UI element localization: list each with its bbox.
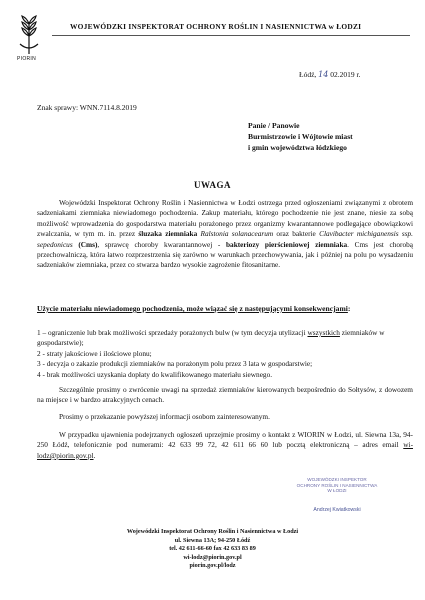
footer — [0, 528, 425, 571]
list-item — [37, 328, 413, 349]
consequences-list — [37, 328, 413, 380]
list-item-text-rest: ziemniaków w gospodarstwie); — [37, 328, 385, 348]
consequences-heading-colon: : — [347, 304, 351, 313]
list-item-underlined: wszystkich — [307, 328, 340, 337]
document-title: UWAGA — [193, 180, 231, 190]
p1-text-c: , sprawcę choroby kwarantannowej - — [97, 239, 226, 249]
paragraph-warning — [37, 198, 413, 271]
p1-text-b: oraz bakterie — [273, 229, 320, 239]
p1-text-a: Wojewódzki Inspektorat Ochrony Roślin i Nasiennictwa w Łodzi ostrzega przed ogłoszeniami związanymi z obrotem sadzeniakami ziemniaka niewiadomego pochodzenia. Zakup materiału, którego pochodzenie nie jest znane, niesie za sobą możliwość wprowadzenia do gospodarstwa materiału porażonego przez organizmy kwarantannowe podlegające obowiązkowi zwalczania, w tym m. in. przez — [37, 198, 413, 239]
footer-website[interactable]: piorin.gov.pl/lodz — [189, 562, 236, 570]
logo-text: PIORIN — [17, 56, 37, 62]
addressee-line-2: Burmistrzowie i Wójtowie miast — [248, 132, 353, 141]
stamp-line-2: OCHRONY ROŚLIN I NASIENNICTWA — [296, 482, 378, 488]
place: Łódź, — [299, 70, 317, 79]
list-item-text: 1 – ograniczenie lub brak możliwości sprzedaży porażonych bulw (w tym decyzja utylizacji — [37, 328, 308, 337]
footer-email[interactable]: wi-lodz@piorin.gov.pl — [183, 553, 242, 561]
contact-text: W przypadku ujawnienia podejrzanych ogłoszeń uprzejmie prosimy o kontakt z WIORIN w Łodzi, ul. Siewna 13a, 94-250 Łódź, telefonicznie pod numerami: 42 633 99 72, 42 611 66 60 lub pocztą elektroniczną – adres email — [37, 430, 413, 450]
list-item: 4 - brak możliwości uzyskania dopłaty do kwalifikowanego materiału siewnego. — [37, 369, 273, 379]
footer-line-2: ul. Siewna 13A; 94-250 Łódź — [174, 536, 251, 544]
paragraph-soltys: Szczególnie prosimy o zwrócenie uwagi na sprzedaż ziemniaków kierowanych bezpośrednio do Sołtysów, z dowozem na miejsce i w bardzo atrakcyjnych cenach. — [37, 385, 413, 405]
addressee-block — [248, 120, 418, 153]
footer-line-1: Wojewódzki Inspektorat Ochrony Roślin i Nasiennictwa w Łodzi — [126, 528, 299, 535]
contact-email-link[interactable]: wi-lodz@piorin.gov.pl — [37, 440, 413, 460]
paragraph-forward: Prosimy o przekazanie powyższej informacji osobom zainteresowanym. — [59, 412, 270, 421]
contact-end: . — [93, 450, 96, 460]
p1-italic-2: Clavibacter michiganensis ssp. sepedonicus — [37, 229, 414, 249]
consequences-heading-text: Użycie materiału niewiadomego pochodzenia, może wiązać się z następującymi konsekwencjami — [37, 304, 348, 313]
addressee-line-1: Panie / Panowie — [248, 121, 300, 130]
piorin-logo-icon — [14, 14, 44, 56]
place-date — [299, 70, 360, 79]
institution-name: WOJEWÓDZKI INSPEKTORAT OCHRONY ROŚLIN I NASIENNICTWA w ŁODZI — [70, 22, 362, 31]
paragraph-contact — [37, 430, 413, 461]
p1-text-d: . Cms jest chorobą przechowalniczą, która łatwo rozprzestrzenia się zarówno w warunkach przechowywania, jak i później na polu po wysadzeniu sadzeniaków ziemniaka, przez co stwarza bardzo wysokie zagrożenie fitosanitarne. — [37, 239, 413, 270]
date-rest: 02.2019 r. — [330, 70, 361, 79]
p1-bold-1: śluzaka ziemniaka — [138, 229, 198, 239]
header-divider — [52, 35, 410, 36]
case-number: Znak sprawy: WNN.7114.8.2019 — [37, 103, 137, 112]
consequences-heading — [37, 303, 413, 314]
list-item: 2 - straty jakościowe i ilościowe plonu; — [37, 348, 152, 358]
official-stamp — [262, 477, 412, 527]
stamp-line-1: WOJEWÓDZKI INSPEKTOR — [307, 477, 367, 482]
stamp-line-3: W ŁODZI — [327, 488, 347, 493]
stamp-signature: Andrzej Kwiatkowski — [313, 506, 361, 513]
footer-line-3: tel. 42 611-66-60 fax 42 633 83 89 — [169, 545, 256, 553]
p1-bold-2: (Cms) — [72, 239, 98, 249]
p1-italic-1: Ralstonia solanacearum — [197, 229, 274, 239]
p1-bold-3: bakteriozy pierścieniowej ziemniaka — [225, 239, 348, 249]
list-item: 3 - decyzja o zakazie produkcji ziemniaków na porażonym polu przez 3 lata w gospodarstwie; — [37, 359, 313, 369]
handwritten-day: 14 — [318, 70, 329, 79]
addressee-line-3: i gmin województwa łódzkiego — [248, 143, 347, 152]
